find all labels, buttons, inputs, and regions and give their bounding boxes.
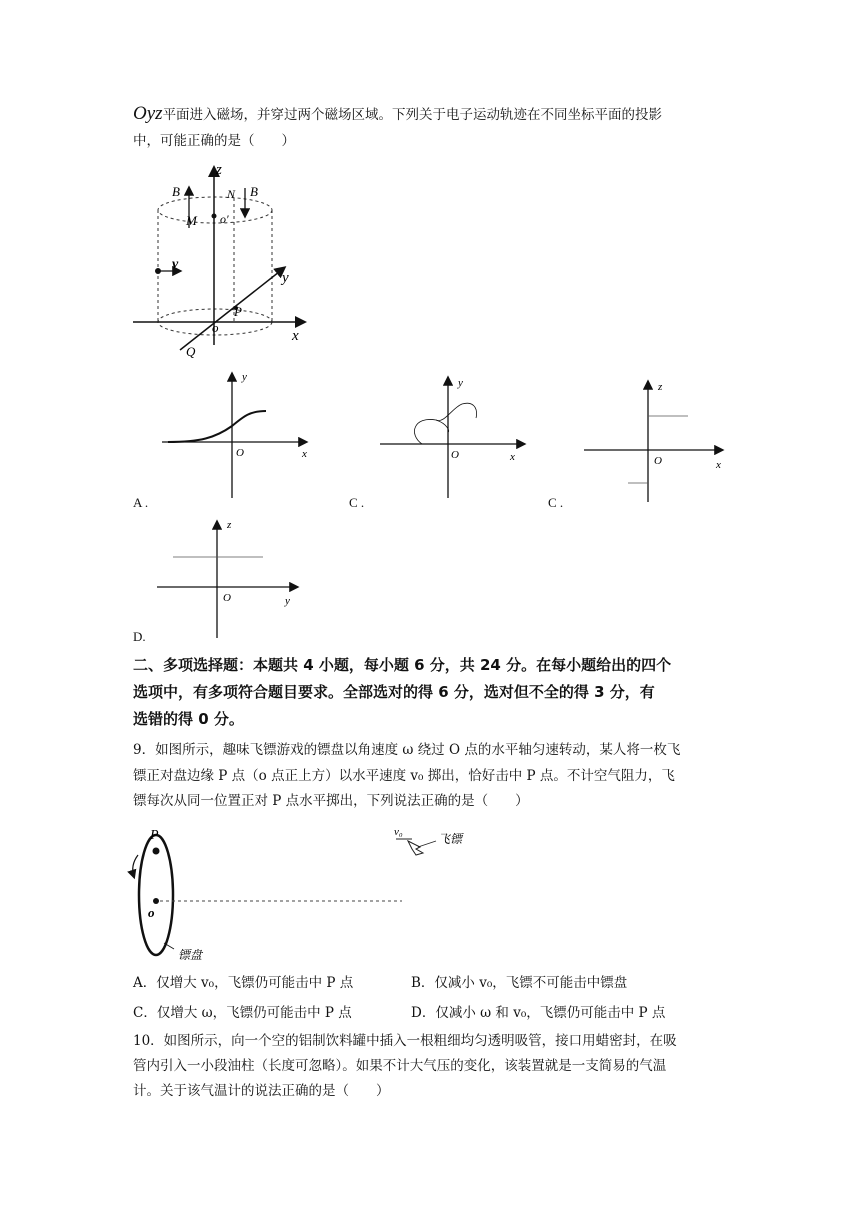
q8-cylinder-figure — [128, 160, 318, 360]
q8-fig-Q-label: Q — [186, 344, 196, 359]
q8-intro-var: Oyz — [133, 103, 163, 124]
q9-line2: 镖正对盘边缘 P 点（o 点正上方）以水平速度 v₀ 掷出，恰好击中 P 点。不计空气阻力，飞 — [133, 768, 675, 784]
q8-option-c-graph — [582, 376, 742, 506]
q9-fig-o-label: o — [148, 905, 155, 920]
q8-fig-B1-label: B — [172, 184, 180, 199]
q8-option-c-letter[interactable]: C . — [548, 495, 564, 510]
q9-option-a[interactable]: A．仅增大 v₀，飞镖仍可能击中 P 点 — [133, 975, 354, 991]
q9-fig-P-label: P — [150, 828, 159, 843]
q10-line2: 管内引入一小段油柱（长度可忽略）。如果不计大气压的变化，该装置就是一支简易的气温 — [133, 1058, 667, 1074]
q8-a-xaxis-label: x — [302, 448, 307, 460]
q9-line1: 9．如图所示，趣味飞镖游戏的镖盘以角速度 ω 绕过 O 点的水平轴匀速转动，某人将一枚飞 — [133, 742, 681, 758]
q8-fig-B2-label: B — [250, 184, 258, 199]
q8-intro-line2: 中，可能正确的是（ ） — [133, 133, 295, 149]
q9-fig-board-label: 镖盘 — [178, 948, 203, 962]
q8-fig-o-label: o — [212, 320, 219, 335]
q8-fig-Oprime-label: o′ — [220, 212, 229, 226]
q8-a-origin-label: O — [236, 447, 244, 459]
q8-a-yaxis-label: y — [242, 371, 247, 383]
q8-b-yaxis-label: y — [458, 377, 463, 389]
section2-line3: 选错的得 0 分。 — [133, 710, 244, 728]
q9-option-d[interactable]: D．仅减小 ω 和 v₀，飞镖仍可能击中 P 点 — [411, 1005, 666, 1021]
q8-fig-N-label: N — [227, 187, 236, 201]
q8-intro-line1: Oyz平面进入磁场，并穿过两个磁场区域。下列关于电子运动轨迹在不同坐标平面的投影 — [133, 103, 663, 124]
section2-line2: 选项中，有多项符合题目要求。全部选对的得 6 分，选对但不全的得 3 分，有 — [133, 683, 655, 701]
q9-option-c[interactable]: C．仅增大 ω，飞镖仍可能击中 P 点 — [133, 1005, 352, 1021]
q8-fig-y-label: y — [282, 270, 289, 286]
q9-dartboard-figure — [120, 825, 480, 965]
q8-option-b-letter[interactable]: C . — [349, 495, 365, 510]
q8-option-a-graph — [160, 368, 320, 503]
q8-option-a-letter[interactable]: A . — [133, 495, 149, 510]
q8-option-d-graph — [155, 516, 305, 641]
q8-fig-z-label: z — [216, 162, 222, 178]
q9-fig-v0-label: v₀ — [394, 826, 403, 838]
q10-line1: 10．如图所示，向一个空的铝制饮料罐中插入一根粗细均匀透明吸管，接口用蜡密封，在吸 — [133, 1033, 677, 1049]
q8-option-d-letter[interactable]: D. — [133, 629, 146, 644]
q9-fig-dart-label: 飞镖 — [438, 832, 463, 846]
q8-c-yaxis-label: z — [658, 381, 663, 393]
q8-d-yaxis-label: z — [227, 519, 232, 531]
q8-c-origin-label: O — [654, 455, 662, 467]
q8-option-b-graph — [378, 372, 538, 502]
q8-b-origin-label: O — [451, 449, 459, 461]
q8-c-xaxis-label: x — [716, 459, 721, 471]
q8-fig-v-label: v — [172, 257, 179, 272]
q9-line3: 镖每次从同一位置正对 P 点水平掷出，下列说法正确的是（ ） — [133, 793, 529, 809]
q8-b-xaxis-label: x — [510, 451, 515, 463]
q10-line3: 计。关于该气温计的说法正确的是（ ） — [133, 1083, 390, 1099]
q8-fig-x-label: x — [292, 328, 299, 344]
q8-d-xaxis-label: y — [285, 595, 290, 607]
q8-fig-P-label: P — [234, 304, 242, 319]
section2-line1: 二、多项选择题：本题共 4 小题，每小题 6 分，共 24 分。在每小题给出的四个 — [133, 656, 672, 674]
q8-d-origin-label: O — [223, 592, 231, 604]
q9-option-b[interactable]: B．仅减小 v₀，飞镖不可能击中镖盘 — [411, 975, 628, 991]
q8-fig-M-label: M — [186, 213, 197, 228]
